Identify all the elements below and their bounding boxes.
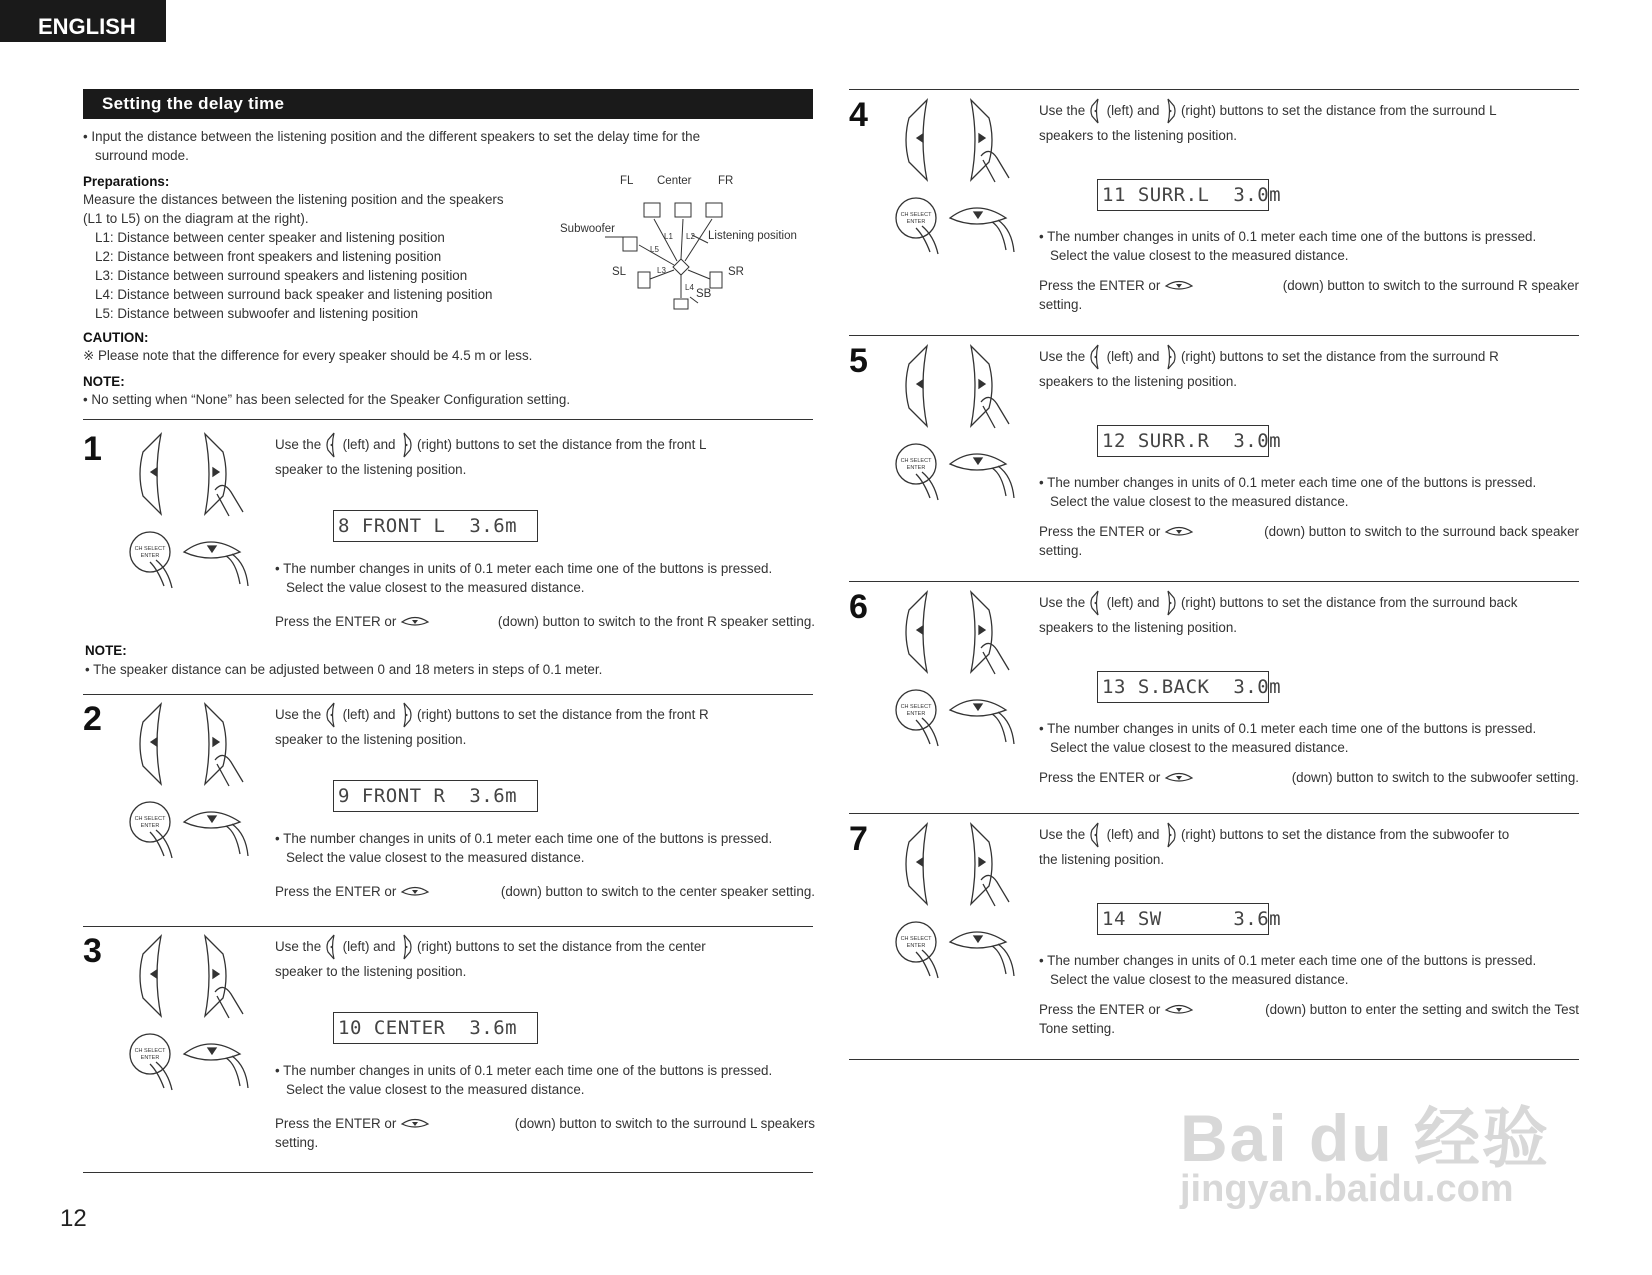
preparations-text: Measure the distances between the listening position and the speakers (L1 to L5) on the diagram at the right). L1: Distance between center speaker and listening position L2: Distance between front speakers and listening position L3: Distance between surround speakers and listening position L4: Distance between surround back speaker and listening position L5: Distance between subwoofer and listening position [83, 192, 504, 321]
right-button-small-icon [399, 934, 413, 960]
label-fr: FR [718, 175, 734, 187]
step-buttons-bottom [894, 442, 1024, 512]
step-instruction-cont: speaker to the listening position. [275, 964, 467, 979]
step-instruction: Use the (left) and (right) buttons to set the distance from the surround R [1039, 342, 1579, 372]
step-instruction: Use the (left) and (right) buttons to set the distance from the surround L [1039, 96, 1579, 126]
enter-down-buttons-illustration [894, 442, 1024, 507]
enter-label: ENTER [140, 553, 160, 559]
sl-speaker-icon [638, 272, 650, 288]
down-button-small-icon [1164, 525, 1194, 539]
step-buttons-top [899, 822, 1019, 912]
step-press: Press the ENTER or (down) button to switch to the center speaker setting. [275, 884, 815, 899]
step-note: • The number changes in units of 0.1 meter each time one of the buttons is pressed. Select the value closest to the measured distance. [275, 1063, 773, 1097]
down-button-small-icon [1164, 279, 1194, 293]
step-instruction: Use the (left) and (right) buttons to set the distance from the front R [275, 700, 815, 730]
enter-label: ENTER [906, 465, 926, 471]
left-button-small-icon [325, 934, 339, 960]
enter-down-buttons-illustration [128, 800, 258, 865]
step-buttons-top [899, 590, 1019, 680]
language-tab: ENGLISH [0, 0, 166, 42]
divider [83, 694, 813, 695]
sr-speaker-icon [710, 272, 722, 288]
right-button-small-icon [399, 702, 413, 728]
step-instruction: Use the (left) and (right) buttons to set the distance from the center [275, 932, 815, 962]
ch-select-label: CH SELECT [134, 546, 166, 552]
right-button-small-icon [1163, 344, 1177, 370]
right-button-small-icon [1163, 822, 1177, 848]
note-after-step1-heading: NOTE: [85, 643, 127, 658]
intro-bullet: • Input the distance between the listening position and the different speakers to set the delay time for the surround mode. [83, 129, 701, 163]
step-number: 1 [83, 430, 102, 468]
ch-select-enter-button-icon [896, 690, 936, 730]
step-4 [849, 96, 1579, 336]
left-button-icon [140, 936, 161, 1016]
left-button-small-icon [325, 432, 339, 458]
step-1 [83, 430, 813, 670]
step-press: Press the ENTER or (down) button to switch to the subwoofer setting. [1039, 770, 1579, 785]
step-press: Press the ENTER or (down) button to switch to the surround R speaker setting. [1039, 278, 1579, 312]
divider [83, 1172, 813, 1173]
fl-speaker-icon [644, 203, 660, 217]
note-text: • No setting when “None” has been selected for the Speaker Configuration setting. [83, 392, 571, 407]
ch-select-label: CH SELECT [900, 936, 932, 942]
lcd-display: 12 SURR.R 3.0m [1097, 425, 1269, 457]
step-number: 2 [83, 700, 102, 738]
step-2 [83, 700, 813, 940]
enter-down-buttons-illustration [894, 688, 1024, 753]
left-button-small-icon [1089, 822, 1103, 848]
step-note: • The number changes in units of 0.1 meter each time one of the buttons is pressed. Select the value closest to the measured distance. [1039, 475, 1537, 509]
label-l4: L4 [685, 283, 694, 292]
step-5 [849, 342, 1579, 582]
step-7 [849, 820, 1579, 1060]
hand-icon [226, 554, 248, 586]
step-number: 3 [83, 932, 102, 970]
ch-select-enter-button-icon [130, 802, 170, 842]
label-center: Center [657, 175, 692, 187]
step-press: Press the ENTER or (down) button to enter the setting and switch the Test Tone setting. [1039, 1002, 1579, 1036]
enter-down-buttons-illustration [128, 530, 258, 595]
hand-icon [992, 466, 1014, 498]
ch-select-enter-button-icon [896, 444, 936, 484]
lcd-display: 9 FRONT R 3.6m [333, 780, 538, 812]
subwoofer-icon [623, 237, 637, 251]
step-number: 7 [849, 820, 868, 858]
left-button-icon [906, 824, 927, 904]
label-sl: SL [612, 266, 627, 278]
step-instruction: Use the (left) and (right) buttons to set the distance from the subwoofer to [1039, 820, 1579, 850]
down-button-small-icon [1164, 1003, 1194, 1017]
step-instruction: Use the (left) and (right) buttons to set the distance from the surround back [1039, 588, 1579, 618]
left-button-icon [906, 346, 927, 426]
step-note: • The number changes in units of 0.1 meter each time one of the buttons is pressed. Select the value closest to the measured distance. [1039, 229, 1537, 263]
section-title: Setting the delay time [83, 89, 813, 119]
step-buttons-top [899, 98, 1019, 188]
label-sr: SR [728, 266, 744, 278]
enter-label: ENTER [906, 943, 926, 949]
right-button-small-icon [1163, 590, 1177, 616]
ch-select-enter-button-icon [130, 532, 170, 572]
left-right-buttons-illustration [133, 432, 253, 517]
label-l1: L1 [664, 232, 673, 241]
label-listening-position: Listening position [708, 230, 797, 242]
left-button-small-icon [1089, 590, 1103, 616]
label-l5: L5 [650, 245, 659, 254]
down-button-small-icon [400, 885, 430, 899]
right-button-small-icon [1163, 98, 1177, 124]
ch-select-label: CH SELECT [134, 1048, 166, 1054]
ch-select-label: CH SELECT [134, 816, 166, 822]
step-note: • The number changes in units of 0.1 meter each time one of the buttons is pressed. Select the value closest to the measured distance. [1039, 953, 1537, 987]
left-right-buttons-illustration [899, 98, 1019, 183]
left-right-buttons-illustration [899, 344, 1019, 429]
label-subwoofer: Subwoofer [560, 223, 615, 235]
step-note: • The number changes in units of 0.1 meter each time one of the buttons is pressed. Select the value closest to the measured distance. [275, 831, 773, 865]
step-press: Press the ENTER or (down) button to switch to the front R speaker setting. [275, 614, 815, 629]
step-buttons-bottom [894, 196, 1024, 266]
distance-list: L1: Distance between center speaker and listening position L2: Distance between front speakers and listening position L3: Distance between surround speakers and listening position L4: Distance between surround back speaker and listening position L5: Distance between subwoofer and listening position [95, 230, 493, 321]
note-after-step1-text: • The speaker distance can be adjusted between 0 and 18 meters in steps of 0.1 meter. [85, 662, 603, 677]
ch-select-label: CH SELECT [900, 458, 932, 464]
enter-down-buttons-illustration [128, 1032, 258, 1097]
step-buttons-bottom [894, 920, 1024, 990]
label-l3: L3 [657, 266, 666, 275]
sb-speaker-icon [674, 299, 688, 309]
step-instruction-cont: speakers to the listening position. [1039, 620, 1238, 635]
ch-select-enter-button-icon [896, 922, 936, 962]
ch-select-enter-button-icon [130, 1034, 170, 1074]
left-button-small-icon [1089, 98, 1103, 124]
enter-label: ENTER [140, 1055, 160, 1061]
fr-speaker-icon [706, 203, 722, 217]
step-instruction-cont: speaker to the listening position. [275, 732, 467, 747]
lcd-display: 10 CENTER 3.6m [333, 1012, 538, 1044]
hand-icon [226, 824, 248, 856]
label-fl: FL [620, 175, 634, 187]
left-right-buttons-illustration [133, 934, 253, 1019]
step-3 [83, 932, 813, 1172]
step-number: 5 [849, 342, 868, 380]
watermark-brand: Bai du 经验 [1180, 1101, 1551, 1175]
down-button-small-icon [1164, 771, 1194, 785]
label-l2: L2 [686, 232, 695, 241]
speaker-layout-diagram [560, 175, 820, 320]
lcd-display: 8 FRONT L 3.6m [333, 510, 538, 542]
left-button-icon [140, 434, 161, 514]
preparations-heading: Preparations: [83, 174, 170, 189]
step-buttons-top [133, 702, 253, 792]
step-buttons-top [133, 934, 253, 1024]
step-note: • The number changes in units of 0.1 meter each time one of the buttons is pressed. Select the value closest to the measured distance. [275, 561, 773, 595]
lcd-display: 14 SW 3.6m [1097, 903, 1269, 935]
hand-icon [992, 944, 1014, 976]
left-button-small-icon [325, 702, 339, 728]
enter-down-buttons-illustration [894, 920, 1024, 985]
step-buttons-top [133, 432, 253, 522]
step-buttons-bottom [128, 530, 258, 600]
lcd-display: 13 S.BACK 3.0m [1097, 671, 1269, 703]
left-right-buttons-illustration [899, 590, 1019, 675]
hand-icon [992, 712, 1014, 744]
divider [83, 419, 813, 420]
caution-text: ※ Please note that the difference for every speaker should be 4.5 m or less. [83, 348, 533, 363]
note-heading: NOTE: [83, 374, 125, 389]
enter-down-buttons-illustration [894, 196, 1024, 261]
listening-position-icon [673, 259, 689, 275]
label-sb: SB [696, 288, 712, 300]
speaker-diagram-graphic [560, 175, 820, 320]
step-press: Press the ENTER or (down) button to switch to the surround back speaker setting. [1039, 524, 1579, 558]
right-button-small-icon [399, 432, 413, 458]
step-number: 6 [849, 588, 868, 626]
down-button-small-icon [400, 1117, 430, 1131]
step-6 [849, 588, 1579, 828]
left-button-icon [906, 100, 927, 180]
step-buttons-bottom [128, 800, 258, 870]
step-instruction-cont: speakers to the listening position. [1039, 374, 1238, 389]
enter-label: ENTER [906, 711, 926, 717]
step-buttons-top [899, 344, 1019, 434]
step-instruction-cont: speaker to the listening position. [275, 462, 467, 477]
step-instruction: Use the (left) and (right) buttons to set the distance from the front L [275, 430, 815, 460]
ch-select-enter-button-icon [896, 198, 936, 238]
ch-select-label: CH SELECT [900, 704, 932, 710]
enter-label: ENTER [140, 823, 160, 829]
caution-heading: CAUTION: [83, 330, 149, 345]
enter-label: ENTER [906, 219, 926, 225]
left-button-icon [140, 704, 161, 784]
left-right-buttons-illustration [133, 702, 253, 787]
ch-select-label: CH SELECT [900, 212, 932, 218]
lcd-display: 11 SURR.L 3.0m [1097, 179, 1269, 211]
center-speaker-icon [675, 203, 691, 217]
divider [849, 89, 1579, 90]
step-press: Press the ENTER or (down) button to switch to the surround L speakers setting. [275, 1116, 815, 1150]
down-button-small-icon [400, 615, 430, 629]
step-buttons-bottom [128, 1032, 258, 1102]
step-note: • The number changes in units of 0.1 meter each time one of the buttons is pressed. Select the value closest to the measured distance. [1039, 721, 1537, 755]
step-instruction-cont: the listening position. [1039, 852, 1165, 867]
left-right-buttons-illustration [899, 822, 1019, 907]
step-number: 4 [849, 96, 868, 134]
step-instruction-cont: speakers to the listening position. [1039, 128, 1238, 143]
page-number: 12 [60, 1205, 87, 1232]
left-button-icon [906, 592, 927, 672]
hand-icon [992, 220, 1014, 252]
hand-icon [226, 1056, 248, 1088]
watermark-url: jingyan.baidu.com [1180, 1168, 1514, 1210]
step-buttons-bottom [894, 688, 1024, 758]
left-button-small-icon [1089, 344, 1103, 370]
